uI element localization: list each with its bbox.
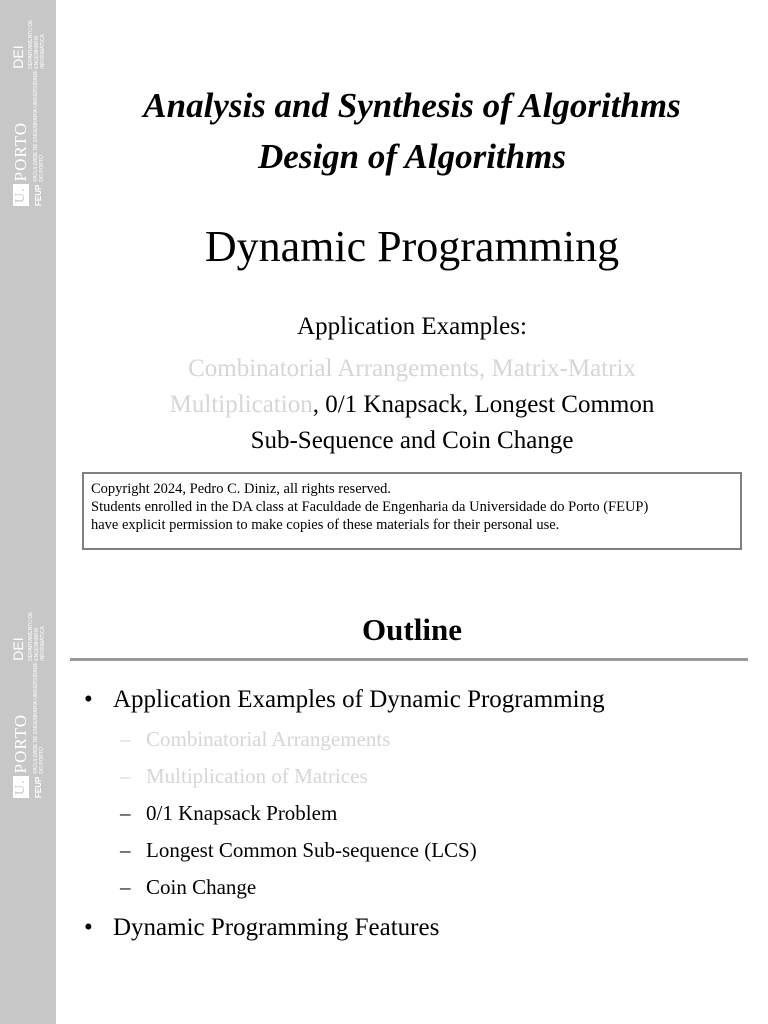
logo-dei: DEI: [9, 45, 26, 69]
outline-subitem: [120, 835, 740, 865]
faded-topics: Combinatorial Arrangements, Matrix-Matrix: [188, 355, 636, 382]
outline-title: Outline: [362, 612, 462, 647]
copyright-line: Students enrolled in the DA class at Faculdade de Engenharia da Universidade do Porto (FEUP): [91, 499, 649, 515]
logo-feup-text: FACULDADE DE ENGENHARIA UNIVERSIDADE DO PORTO: [32, 662, 45, 774]
outline-subitem: [120, 761, 740, 791]
subitem-text: Longest Common Sub-sequence (LCS): [146, 838, 477, 862]
outline-subitem: [120, 872, 740, 902]
subitem-text: Coin Change: [146, 875, 257, 899]
logo-feup: FEUP: [33, 184, 43, 206]
copyright-line: Copyright 2024, Pedro C. Diniz, all rights reserved.: [91, 481, 392, 497]
dash-mark: –: [120, 838, 131, 862]
outline-subitem: [120, 724, 740, 754]
university-logo: [0, 600, 56, 800]
subitem-text: Combinatorial Arrangements: [146, 727, 391, 751]
active-topics-line3: Sub-Sequence and Coin Change: [250, 427, 574, 454]
subitem-text: Multiplication of Matrices: [146, 764, 368, 788]
course-title: Analysis and Synthesis of Algorithms: [143, 86, 681, 125]
logo-feup-text: FACULDADE DE ENGENHARIA UNIVERSIDADE DO PORTO: [32, 70, 45, 182]
logo-dei-text: DEPARTAMENTO DE ENGENHARIA INFORMÁTICA: [27, 19, 46, 69]
bullet-text: Dynamic Programming Features: [113, 914, 440, 941]
logo-porto: PORTO: [10, 713, 30, 774]
sidebar: [0, 0, 56, 1024]
active-topics: , 0/1 Knapsack, Longest Common: [312, 391, 655, 418]
logo-feup: FEUP: [33, 776, 43, 798]
outline-bullet: [84, 911, 744, 945]
course-subtitle: Design of Algorithms: [258, 137, 566, 176]
application-examples-list: [96, 351, 728, 459]
title-divider: [70, 658, 748, 661]
bullet-mark: •: [84, 686, 93, 713]
lecture-title: Dynamic Programming: [204, 222, 620, 271]
application-examples-heading: Application Examples:: [297, 313, 527, 340]
bullet-text: Application Examples of Dynamic Programming: [113, 686, 605, 713]
subitem-text: 0/1 Knapsack Problem: [146, 801, 338, 825]
dash-mark: –: [120, 801, 131, 825]
outline-subitem: [120, 798, 740, 828]
bullet-mark: •: [84, 914, 93, 941]
faded-topic-multiplication: Multiplication: [169, 391, 313, 418]
university-logo: [0, 8, 56, 208]
logo-u-mark: U.: [13, 184, 29, 206]
logo-u-mark: U.: [13, 776, 29, 798]
dash-mark: –: [120, 875, 131, 899]
dash-mark: –: [120, 764, 131, 788]
copyright-line: have explicit permission to make copies of these materials for their personal use.: [91, 517, 560, 533]
logo-dei-text: DEPARTAMENTO DE ENGENHARIA INFORMÁTICA: [27, 611, 46, 661]
logo-dei: DEI: [9, 637, 26, 661]
logo-porto: PORTO: [10, 121, 30, 182]
copyright-notice: [82, 472, 742, 550]
dash-mark: –: [120, 727, 131, 751]
outline-bullet: [84, 683, 744, 717]
